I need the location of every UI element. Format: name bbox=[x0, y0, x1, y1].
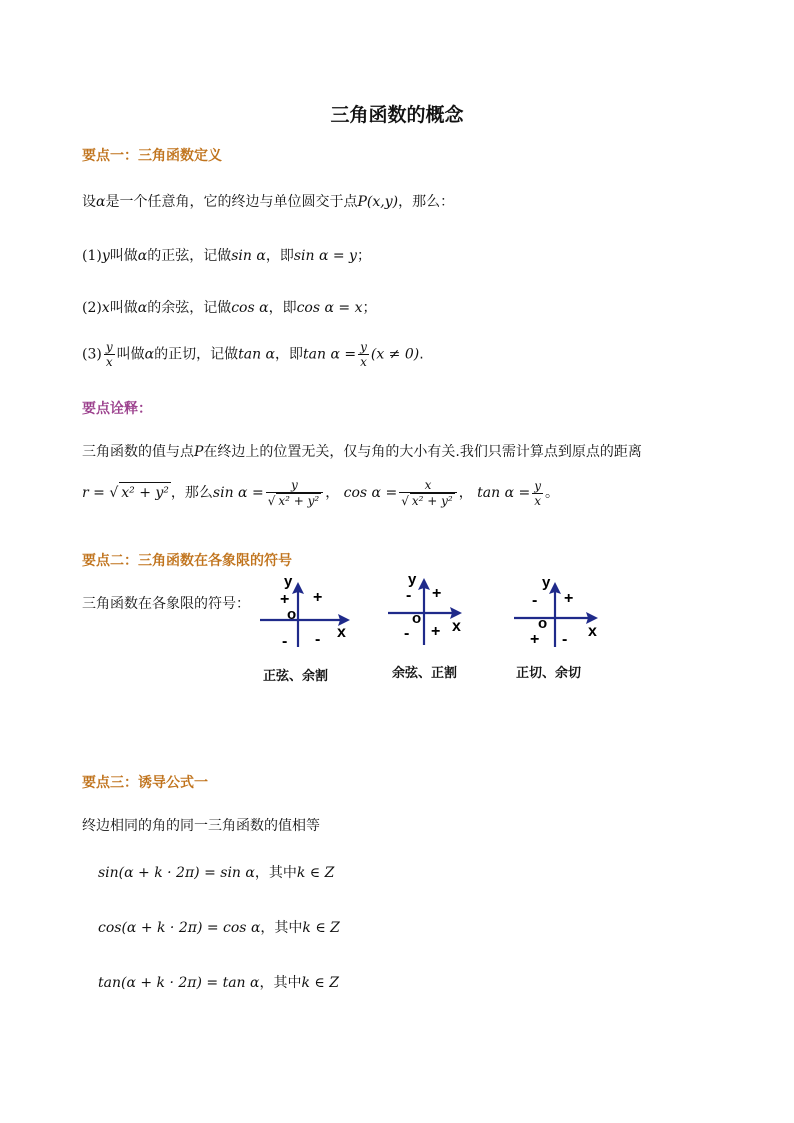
formula-tan: tan(α + k · 2π) = tan α，其中k ∈ Z bbox=[98, 975, 339, 991]
quadrant-diagram-cosine bbox=[386, 570, 486, 650]
diagram-caption-sine: 正弦、余割 bbox=[263, 669, 329, 684]
quadrant-diagram-tangent bbox=[512, 572, 612, 652]
sign-q1: + bbox=[313, 589, 323, 606]
definition-intro: 设α是一个任意角，它的终边与单位圆交于点P(x,y)，那么： bbox=[82, 194, 455, 210]
axis-y-label: y bbox=[284, 573, 293, 590]
axis-x-label: x bbox=[337, 624, 346, 641]
page-title: 三角函数的概念 bbox=[330, 104, 464, 126]
notes-line-1: 三角函数的值与点P在终边上的位置无关，仅与角的大小有关.我们只需计算点到原点的距离 bbox=[82, 444, 642, 460]
origin-label: o bbox=[412, 610, 422, 627]
section-heading-definition: 要点一：三角函数定义 bbox=[82, 148, 222, 164]
definition-sine: (1)y叫做α的正弦，记做sin α，即sin α = y； bbox=[82, 248, 371, 264]
sign-q3: - bbox=[282, 633, 288, 650]
sign-q2: + bbox=[280, 591, 290, 608]
axis-x-label: x bbox=[588, 623, 597, 640]
quadrant-signs-intro: 三角函数在各象限的符号： bbox=[82, 596, 250, 612]
sign-q2: - bbox=[406, 587, 412, 604]
formula-sin: sin(α + k · 2π) = sin α，其中k ∈ Z bbox=[98, 865, 335, 881]
notes-formulas: r = √ x² + y² ，那么sin α = $\frac{y}{\text{√ x² + y²}}$ ， cos α = $\frac{x}{\text{√ x² + y²}}$ ， tan α = $\frac{y}{x}$ 。 bbox=[82, 478, 560, 508]
diagram-caption-cosine: 余弦、正割 bbox=[392, 666, 458, 681]
axis-x-label: x bbox=[452, 618, 461, 635]
definition-tangent: (3) $\frac{y}{x}$ 叫做α的正切，记做tan α，即tan α = $\frac{y}{x}$ (x ≠ 0). bbox=[82, 340, 424, 369]
axis-y-label: y bbox=[542, 574, 551, 591]
sign-q4: - bbox=[315, 631, 321, 648]
sign-q4: - bbox=[562, 631, 568, 648]
formula-cos: cos(α + k · 2π) = cos α，其中k ∈ Z bbox=[98, 920, 340, 936]
quadrant-diagram-sine bbox=[258, 572, 358, 652]
sign-q1: + bbox=[432, 585, 442, 602]
definition-cosine: (2)x叫做α的余弦，记做cos α，即cos α = x； bbox=[82, 300, 377, 316]
diagram-caption-tangent: 正切、余切 bbox=[516, 666, 582, 681]
sign-q2: - bbox=[532, 592, 538, 609]
sign-q3: + bbox=[530, 631, 540, 648]
axis-y-label: y bbox=[408, 571, 417, 588]
induction-intro: 终边相同的角的同一三角函数的值相等 bbox=[82, 818, 320, 834]
section-heading-quadrant-signs: 要点二：三角函数在各象限的符号 bbox=[82, 553, 292, 569]
sign-q4: + bbox=[431, 623, 441, 640]
origin-label: o bbox=[287, 606, 297, 623]
section-heading-induction-formula: 要点三：诱导公式一 bbox=[82, 775, 208, 791]
sign-q3: - bbox=[404, 625, 410, 642]
notes-heading: 要点诠释： bbox=[82, 401, 152, 417]
origin-label: o bbox=[538, 615, 548, 632]
sign-q1: + bbox=[564, 590, 574, 607]
